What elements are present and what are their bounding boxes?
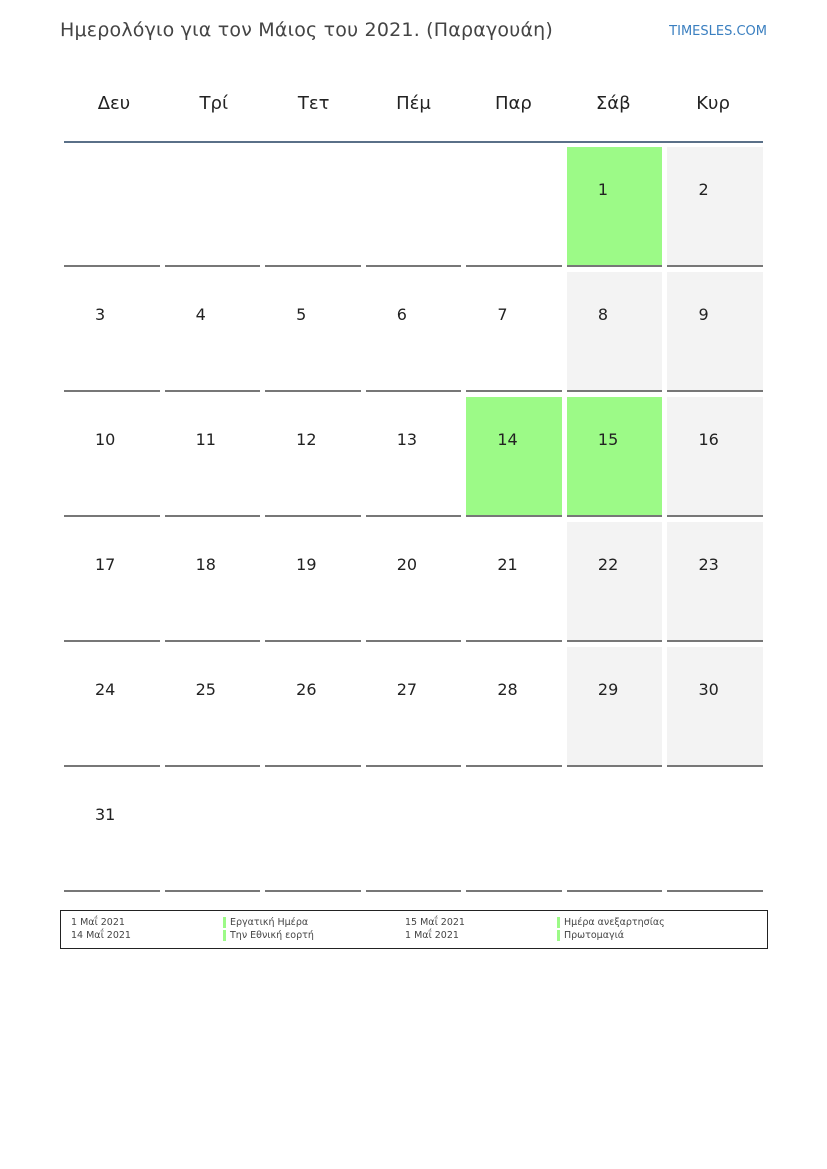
day-number: 15 (597, 430, 619, 449)
day-cell[interactable] (64, 647, 160, 767)
day-cell[interactable] (567, 397, 663, 517)
empty-day-cell (667, 772, 763, 892)
calendar-grid (64, 64, 763, 897)
weekday-header (64, 64, 763, 143)
day-cell[interactable] (466, 647, 562, 767)
day-number: 24 (95, 680, 116, 699)
weekday-wed: Τετ (297, 93, 330, 114)
day-cell[interactable] (466, 397, 562, 517)
day-number: 12 (296, 430, 317, 449)
day-cell[interactable] (366, 522, 462, 642)
day-number: 29 (597, 680, 619, 699)
day-cell[interactable] (366, 272, 462, 392)
weekday-tue: Τρί (199, 93, 229, 114)
day-number: 18 (195, 555, 216, 574)
day-cell[interactable] (567, 272, 663, 392)
legend-date: 14 Μαΐ 2021 (71, 930, 131, 941)
day-cell[interactable] (64, 272, 160, 392)
empty-day-cell (466, 772, 562, 892)
empty-day-cell (567, 772, 663, 892)
legend-date: 1 Μαΐ 2021 (405, 930, 459, 941)
day-cell[interactable] (567, 147, 663, 267)
site-link[interactable]: TIMESLES.COM (669, 24, 767, 39)
weekday-sun: Κυρ (696, 93, 730, 114)
day-cell[interactable] (667, 647, 763, 767)
day-number: 5 (296, 305, 307, 324)
legend-holiday-name: Την Εθνική εορτή (230, 930, 314, 941)
week-row (64, 272, 763, 392)
day-number: 17 (95, 555, 116, 574)
calendar-weeks (64, 147, 763, 892)
legend-date: 15 Μαΐ 2021 (405, 917, 465, 928)
day-number: 20 (396, 555, 418, 574)
empty-day-cell (165, 147, 261, 267)
day-number: 3 (95, 305, 106, 324)
day-cell[interactable] (165, 272, 261, 392)
day-number: 4 (195, 305, 206, 324)
day-number: 13 (396, 430, 418, 449)
weekday-sat: Σάβ (595, 93, 631, 114)
day-number: 11 (195, 430, 216, 449)
day-number: 31 (95, 805, 116, 824)
holiday-color-swatch (557, 917, 560, 928)
day-cell[interactable] (366, 397, 462, 517)
day-cell[interactable] (567, 647, 663, 767)
holiday-color-swatch (223, 930, 226, 941)
day-number: 1 (597, 180, 609, 199)
weekday-fri: Παρ (494, 93, 532, 114)
week-row (64, 647, 763, 767)
day-number: 27 (396, 680, 418, 699)
page-title: Ημερολόγιο για τον Μάιος του 2021. (Παραγουάη) (60, 19, 554, 41)
day-number: 8 (597, 305, 609, 324)
day-cell[interactable] (265, 647, 361, 767)
holiday-color-swatch (223, 917, 226, 928)
day-number: 21 (497, 555, 518, 574)
day-number: 25 (195, 680, 216, 699)
day-number: 6 (396, 305, 407, 324)
day-cell[interactable] (366, 647, 462, 767)
weekday-thu: Πέμ (396, 93, 431, 114)
day-number: 19 (296, 555, 317, 574)
day-number: 10 (95, 430, 116, 449)
day-number: 2 (698, 180, 709, 199)
day-cell[interactable] (265, 272, 361, 392)
day-number: 30 (698, 680, 719, 699)
day-cell[interactable] (667, 397, 763, 517)
day-number: 14 (497, 430, 518, 449)
day-cell[interactable] (667, 147, 763, 267)
day-number: 7 (497, 305, 508, 324)
day-cell[interactable] (64, 772, 160, 892)
day-number: 26 (296, 680, 317, 699)
holiday-legend (60, 910, 768, 949)
week-row (64, 772, 763, 892)
day-cell[interactable] (466, 272, 562, 392)
day-cell[interactable] (165, 397, 261, 517)
day-number: 9 (698, 305, 709, 324)
holiday-color-swatch (557, 930, 560, 941)
day-cell[interactable] (466, 522, 562, 642)
empty-day-cell (64, 147, 160, 267)
empty-day-cell (366, 147, 462, 267)
legend-holiday-name: Εργατική Ημέρα (230, 917, 309, 928)
day-cell[interactable] (64, 522, 160, 642)
empty-day-cell (366, 772, 462, 892)
day-number: 28 (497, 680, 518, 699)
day-number: 16 (698, 430, 719, 449)
day-cell[interactable] (64, 397, 160, 517)
week-row (64, 522, 763, 642)
day-cell[interactable] (165, 647, 261, 767)
day-number: 23 (698, 555, 719, 574)
empty-day-cell (165, 772, 261, 892)
legend-holiday-name: Πρωτομαγιά (564, 930, 625, 941)
week-row (64, 147, 763, 267)
legend-holiday-name: Ημέρα ανεξαρτησίας (564, 917, 665, 928)
day-cell[interactable] (667, 522, 763, 642)
empty-day-cell (466, 147, 562, 267)
week-row (64, 397, 763, 517)
day-cell[interactable] (265, 397, 361, 517)
day-cell[interactable] (165, 522, 261, 642)
empty-day-cell (265, 147, 361, 267)
day-cell[interactable] (567, 522, 663, 642)
day-cell[interactable] (667, 272, 763, 392)
weekday-mon: Δευ (97, 93, 131, 114)
day-cell[interactable] (265, 522, 361, 642)
day-number: 22 (597, 555, 619, 574)
empty-day-cell (265, 772, 361, 892)
legend-date: 1 Μαΐ 2021 (71, 917, 125, 928)
